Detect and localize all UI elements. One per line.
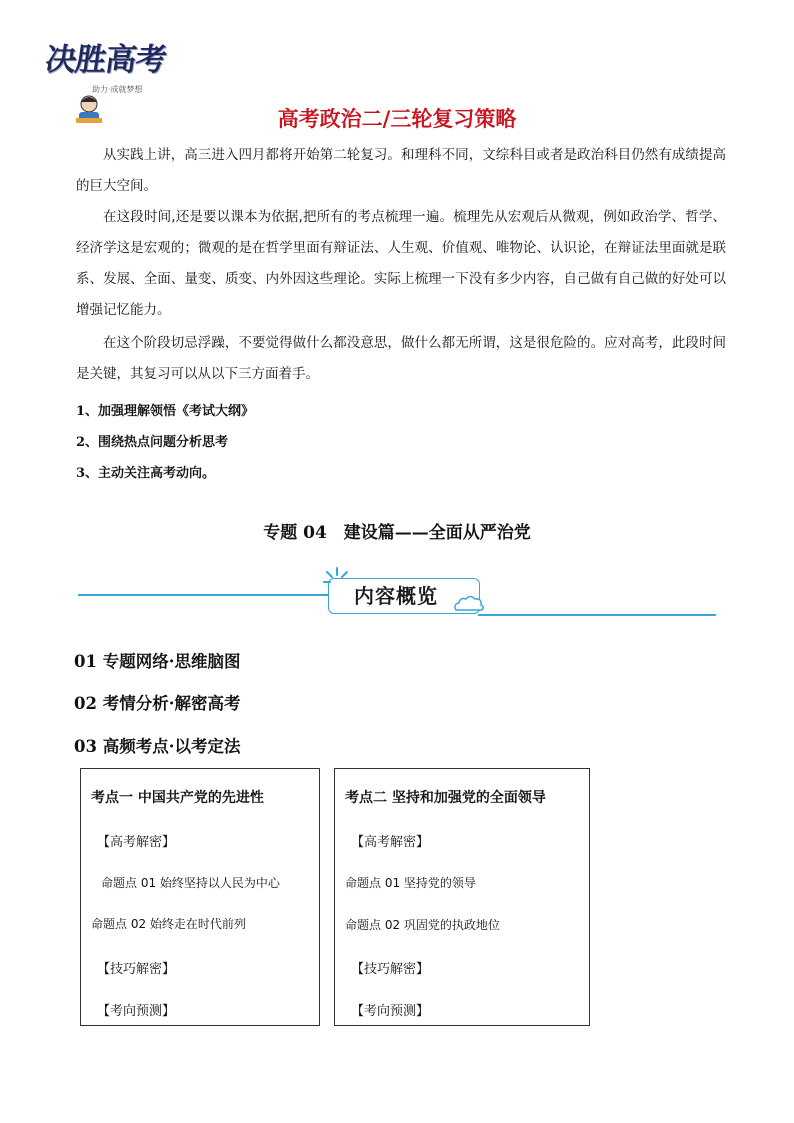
logo-slogan: 助力·成就梦想 (92, 85, 143, 94)
banner-divider-left (78, 594, 328, 596)
box-line: 【技巧解密】 (351, 962, 430, 977)
exam-point-box-1 (80, 768, 320, 1026)
document-title: 高考政治二/三轮复习策略 (277, 107, 517, 131)
section-heading: 03 高频考点·以考定法 (74, 737, 241, 756)
sparkle-icon (322, 566, 352, 592)
list-item: 3、主动关注高考动向。 (76, 466, 216, 481)
box-line: 【高考解密】 (97, 835, 176, 850)
banner-divider-right (478, 614, 716, 616)
paragraph-2: 在这段时间,还是要以课本为依据,把所有的考点梳理一遍。梳理先从宏观后从微观，例如政治学、哲学、经济学这是宏观的；微观的是在哲学里面有辩证法、人生观、价值观、唯物论、认识论，在辩证法里面就是联系、发展、全面、量变、质变、内外因这些理论。实际上梳理一下没有多少内容，自己做有自己做的好处可以增强记忆能力。 (76, 209, 726, 318)
logo-brand: 决胜高考 (42, 42, 169, 78)
box-line: 【技巧解密】 (97, 962, 176, 977)
list-item: 1、加强理解领悟《考试大纲》 (76, 404, 255, 419)
section-heading: 02 考情分析·解密高考 (74, 694, 241, 713)
cloud-icon (452, 594, 486, 612)
box-line: 命题点 01 始终坚持以人民为中心 (101, 876, 280, 890)
section-heading: 01 专题网络·思维脑图 (74, 652, 241, 671)
list-item: 2、围绕热点问题分析思考 (76, 435, 229, 450)
box-heading: 考点二 坚持和加强党的全面领导 (345, 790, 546, 806)
box-line: 命题点 02 始终走在时代前列 (91, 917, 246, 931)
box-line: 【高考解密】 (351, 835, 430, 850)
topic-title: 专题 04 建设篇——全面从严治党 (263, 523, 531, 543)
paragraph-1: 从实践上讲，高三进入四月都将开始第二轮复习。和理科不同，文综科目或者是政治科目仍然有成绩提高的巨大空间。 (76, 147, 726, 194)
box-line: 命题点 02 巩固党的执政地位 (345, 918, 500, 932)
box-line: 命题点 01 坚持党的领导 (345, 876, 476, 890)
box-line: 【考向预测】 (97, 1004, 176, 1019)
content-overview-banner (78, 566, 718, 622)
banner-label: 内容概览 (354, 584, 438, 608)
exam-point-box-2 (334, 768, 590, 1026)
paragraph-3: 在这个阶段切忌浮躁，不要觉得做什么都没意思，做什么都无所谓，这是很危险的。应对高考，此段时间是关键，其复习可以从以下三方面着手。 (76, 335, 726, 382)
box-heading: 考点一 中国共产党的先进性 (91, 790, 264, 806)
box-line: 【考向预测】 (351, 1004, 430, 1019)
